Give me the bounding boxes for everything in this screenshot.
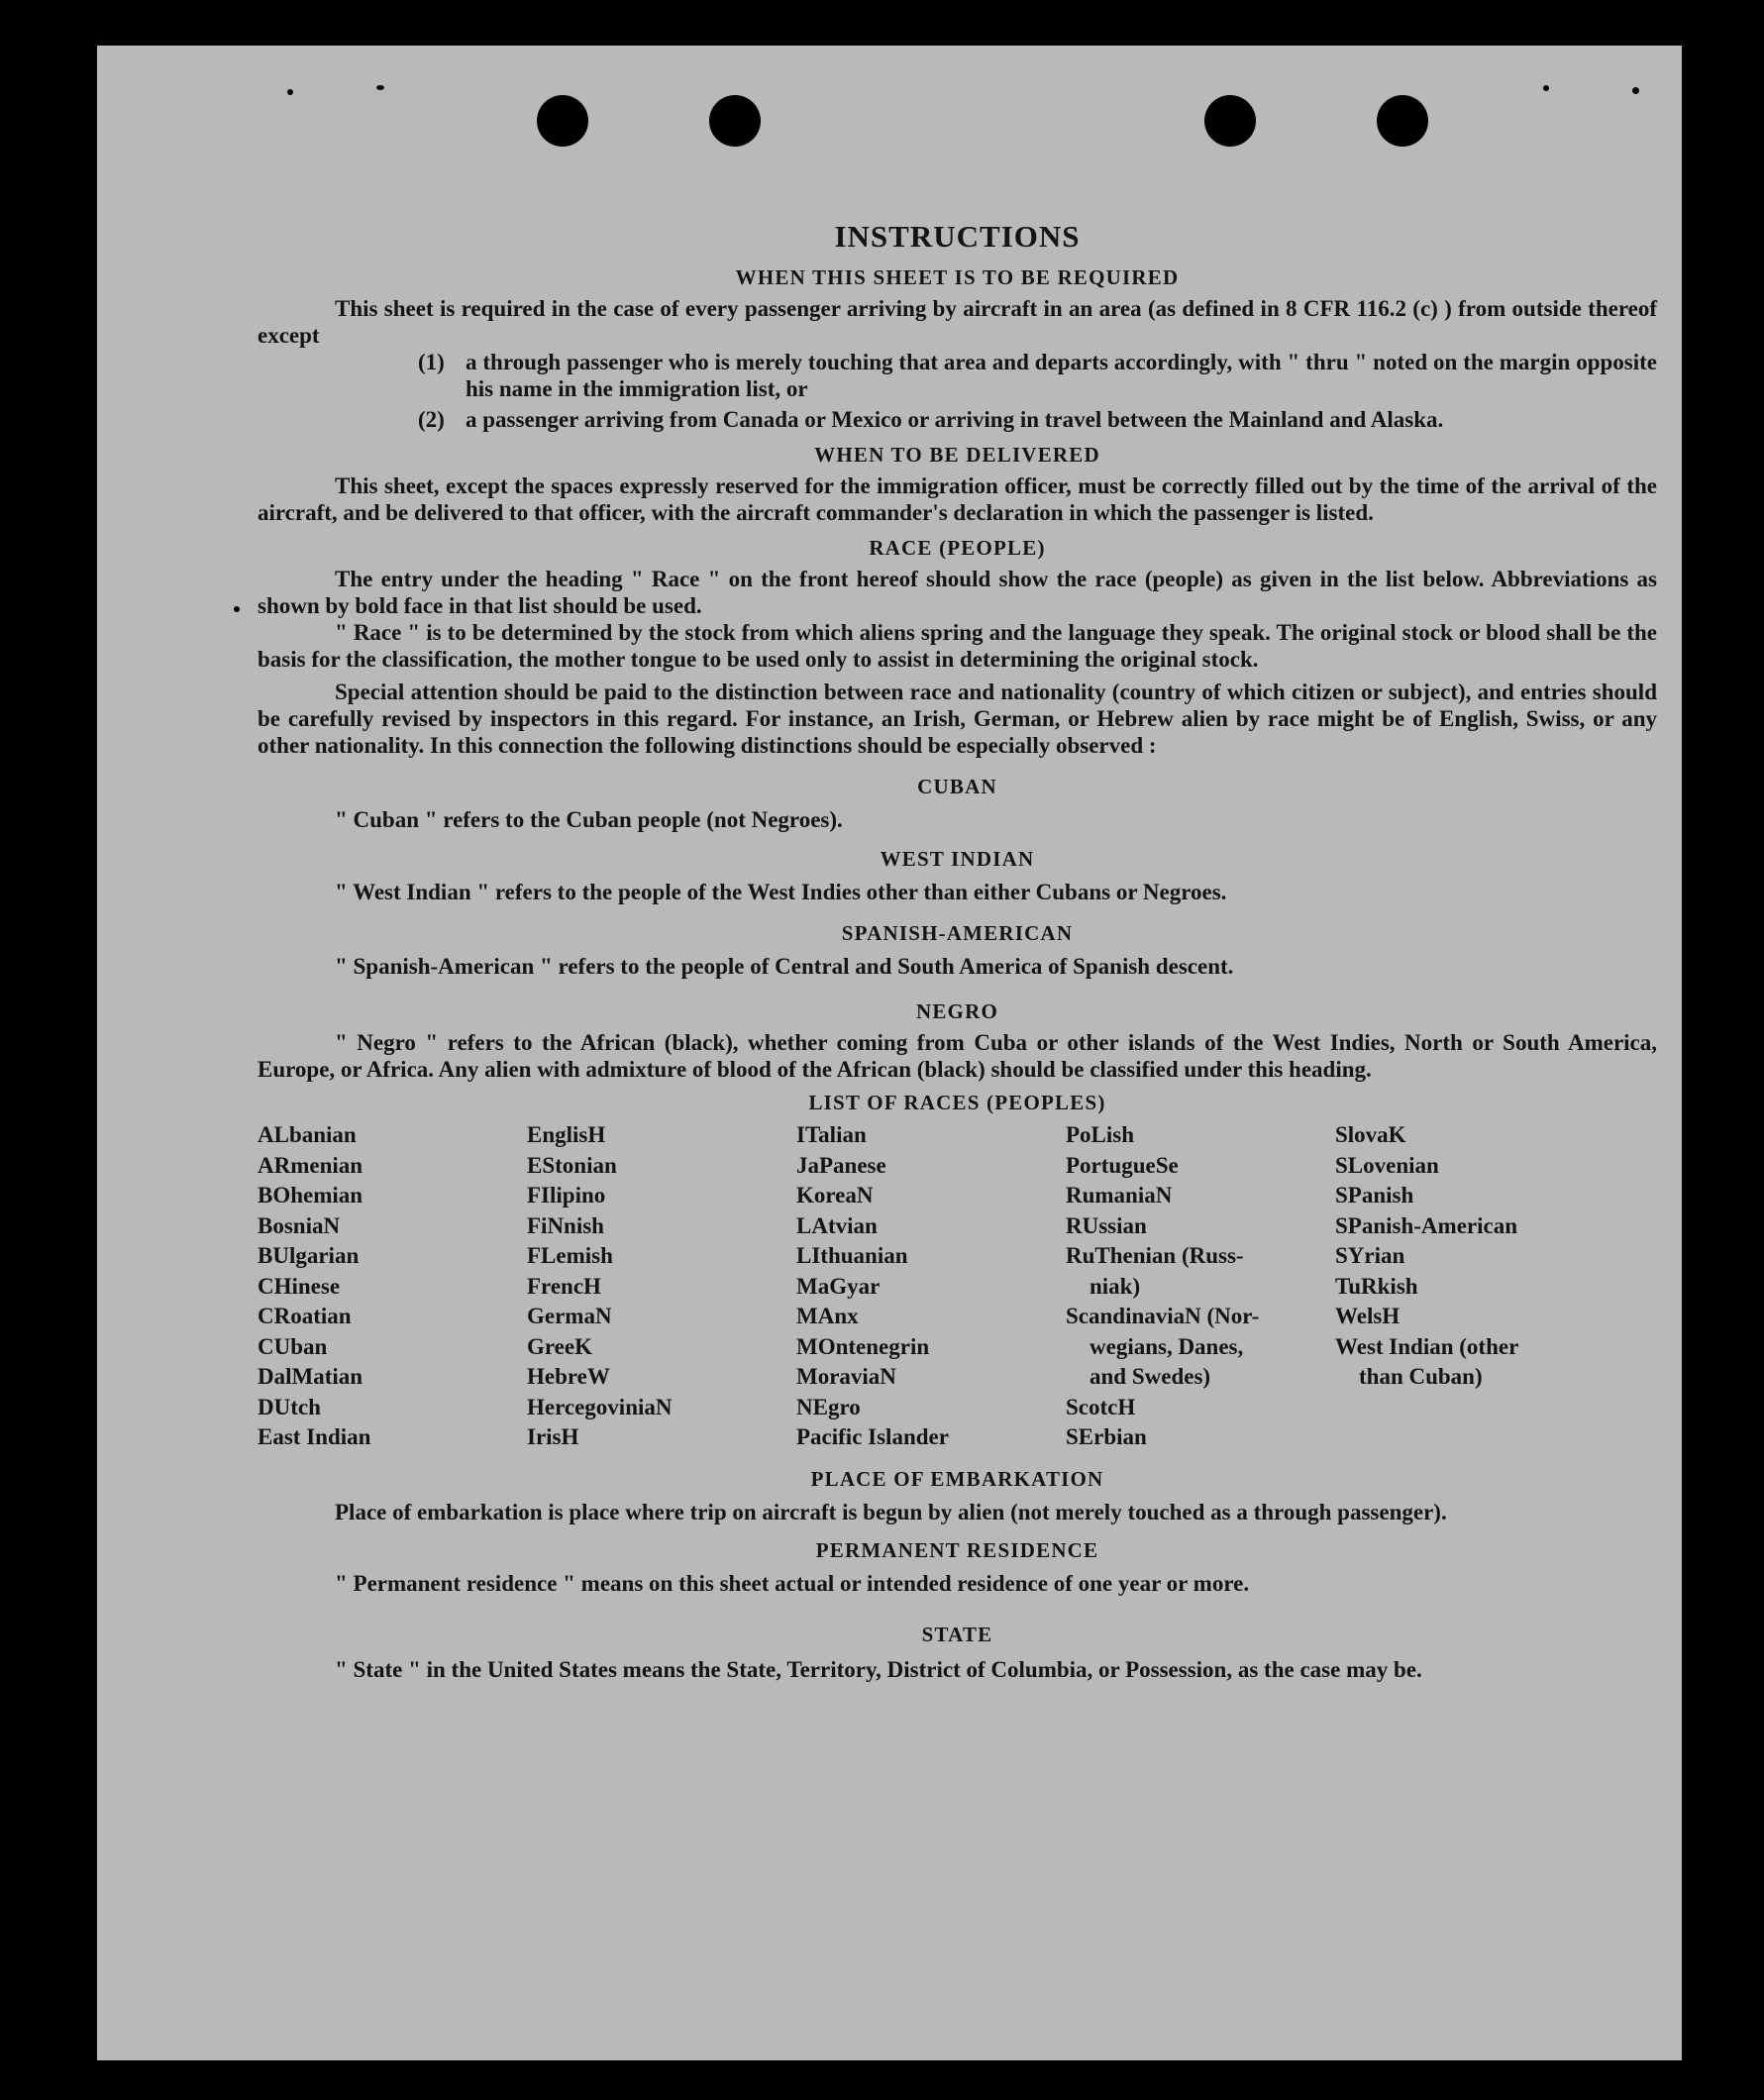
speck (376, 85, 384, 90)
race-item: CUban (258, 1333, 328, 1359)
race-item: TuRkish (1335, 1273, 1418, 1299)
race-item: niak) (1090, 1273, 1141, 1299)
section-heading-west-indian: WEST INDIAN (880, 847, 1035, 871)
race-item: PortugueSe (1066, 1152, 1179, 1178)
races-column-3 (796, 1120, 1066, 1453)
race-item: CRoatian (258, 1304, 352, 1328)
race-item: RumaniaN (1066, 1183, 1173, 1208)
race-item: GreeK (527, 1333, 592, 1359)
race-item: ALbanian (258, 1122, 357, 1147)
race-item: PoLish (1066, 1122, 1135, 1147)
section-heading-when-required: WHEN THIS SHEET IS TO BE REQUIRED (735, 265, 1180, 289)
race-item: RuThenian (Russ- (1066, 1243, 1244, 1268)
race-item: WelsH (1335, 1304, 1401, 1328)
race-item: BOhemian (258, 1183, 363, 1208)
race-item: ScotcH (1066, 1394, 1136, 1419)
race-item: NEgro (796, 1394, 861, 1419)
race-item: SlovaK (1335, 1122, 1406, 1147)
west-indian-text: " West Indian " refers to the people of the West Indies other than either Cubans or Negroes. (335, 880, 1227, 904)
races-column-2 (527, 1120, 796, 1453)
document-sheet (97, 46, 1682, 2060)
race-item: BosniaN (258, 1212, 341, 1238)
race-paragraph-1: The entry under the heading " Race " on the front hereof should show the race (people) as given in the list below. Abbreviations as shown by bold face in that list should be used. (258, 567, 1657, 618)
race-item: SLovenian (1335, 1152, 1439, 1178)
race-item: Pacific Islander (796, 1424, 949, 1449)
race-item: GermaN (527, 1304, 612, 1328)
section-heading-spanish-american: SPANISH-AMERICAN (841, 921, 1074, 945)
punch-hole (709, 95, 761, 147)
section-heading-race: RACE (PEOPLE) (869, 536, 1046, 560)
race-item: wegians, Danes, (1090, 1333, 1244, 1359)
race-item: FiNnish (527, 1212, 604, 1238)
race-item: IrisH (527, 1424, 579, 1449)
speck (234, 606, 240, 612)
spanish-american-text: " Spanish-American " refers to the people of Central and South America of Spanish descent. (335, 954, 1234, 979)
race-item: LAtvian (796, 1212, 878, 1238)
race-item: BUlgarian (258, 1243, 360, 1268)
punch-hole (1377, 95, 1428, 147)
cuban-text: " Cuban " refers to the Cuban people (not Negroes). (335, 807, 843, 832)
race-item: FIlipino (527, 1183, 606, 1208)
race-item: HebreW (527, 1364, 610, 1389)
races-column-5 (1335, 1120, 1632, 1453)
section-heading-cuban: CUBAN (917, 775, 997, 798)
race-item: MAnx (796, 1304, 859, 1328)
race-item: EnglisH (527, 1122, 606, 1147)
residence-text: " Permanent residence " means on this sheet actual or intended residence of one year or more. (335, 1570, 1250, 1596)
race-item: KoreaN (796, 1183, 874, 1208)
section-heading-when-delivered: WHEN TO BE DELIVERED (814, 443, 1100, 467)
section-heading-list-of-races: LIST OF RACES (PEOPLES) (808, 1091, 1106, 1114)
section-heading-state: STATE (921, 1622, 993, 1646)
race-item: LIthuanian (796, 1243, 908, 1268)
race-item: SPanish-American (1335, 1212, 1517, 1238)
race-item: DalMatian (258, 1364, 363, 1389)
section-heading-residence: PERMANENT RESIDENCE (815, 1537, 1099, 1562)
race-item: ITalian (796, 1122, 867, 1147)
speck (1632, 87, 1639, 94)
race-item: HercegoviniaN (527, 1394, 673, 1419)
race-paragraph-3: Special attention should be paid to the distinction between race and nationality (country of which citizen or subject), and entries should be carefully revised by inspectors in this regard. For instance, an Irish, German, or Hebrew alien by race might be of English, Swiss, or any other nationality. In this connection the following distinctions should be especially observed : (258, 680, 1657, 758)
race-item: SYrian (1335, 1243, 1405, 1268)
race-item: MOntenegrin (796, 1333, 930, 1359)
exception-item: (1) a through passenger who is merely touching that area and departs accordingly, with " thru " noted on the margin opposite his name in the immigration list, or (418, 350, 1657, 401)
when-required-intro: This sheet is required in the case of every passenger arriving by aircraft in an area (as defined in 8 CFR 116.2 (c) ) from outside thereof except (258, 296, 1657, 348)
race-item: than Cuban) (1359, 1364, 1483, 1389)
punch-hole (537, 95, 588, 147)
page-title: INSTRUCTIONS (834, 219, 1081, 254)
race-item: EStonian (527, 1152, 617, 1178)
race-item: and Swedes) (1090, 1364, 1211, 1389)
section-heading-embarkation: PLACE OF EMBARKATION (810, 1466, 1104, 1491)
when-delivered-text: This sheet, except the spaces expressly reserved for the immigration officer, must be correctly filled out by the time of the arrival of the aircraft, and be delivered to that officer, with the aircraft commander's declaration in which the passenger is listed. (258, 473, 1657, 525)
embarkation-text: Place of embarkation is place where trip on aircraft is begun by alien (not merely touched as a through passenger). (335, 1499, 1447, 1524)
race-item: ScandinaviaN (Nor- (1066, 1304, 1260, 1328)
race-paragraph-2: " Race " is to be determined by the stock from which aliens spring and the language they speak. The original stock or blood shall be the basis for the classification, the mother tongue to be used only to assist in determining the original stock. (258, 620, 1657, 672)
race-item: RUssian (1066, 1212, 1147, 1238)
race-item: SErbian (1066, 1424, 1147, 1449)
speck (287, 89, 293, 95)
races-column-4 (1066, 1120, 1335, 1453)
race-item: SPanish (1335, 1183, 1414, 1208)
race-item: DUtch (258, 1394, 321, 1419)
section-heading-negro: NEGRO (915, 999, 998, 1023)
race-item: MaGyar (796, 1273, 881, 1299)
negro-text: " Negro " refers to the African (black), whether coming from Cuba or other islands of the West Indies, North or South America, Europe, or Africa. Any alien with admixture of blood of the African (black) should be classified under this heading. (258, 1030, 1657, 1082)
race-item: West Indian (other (1335, 1333, 1519, 1359)
races-list (258, 1120, 1657, 1453)
state-text: " State " in the United States means the State, Territory, District of Columbia, or Possession, as the case may be. (335, 1656, 1422, 1682)
punch-hole (1204, 95, 1256, 147)
race-item: ARmenian (258, 1152, 363, 1178)
instructions-content (258, 174, 1657, 1686)
exception-item: (2) a passenger arriving from Canada or Mexico or arriving in travel between the Mainland and Alaska. (418, 407, 1444, 432)
race-item: FrencH (527, 1273, 601, 1299)
race-item: CHinese (258, 1273, 341, 1299)
race-item: MoraviaN (796, 1364, 896, 1389)
race-item: JaPanese (796, 1152, 886, 1178)
speck (1543, 85, 1549, 91)
race-item: FLemish (527, 1243, 613, 1268)
races-column-1 (258, 1120, 527, 1453)
race-item: East Indian (258, 1424, 371, 1449)
